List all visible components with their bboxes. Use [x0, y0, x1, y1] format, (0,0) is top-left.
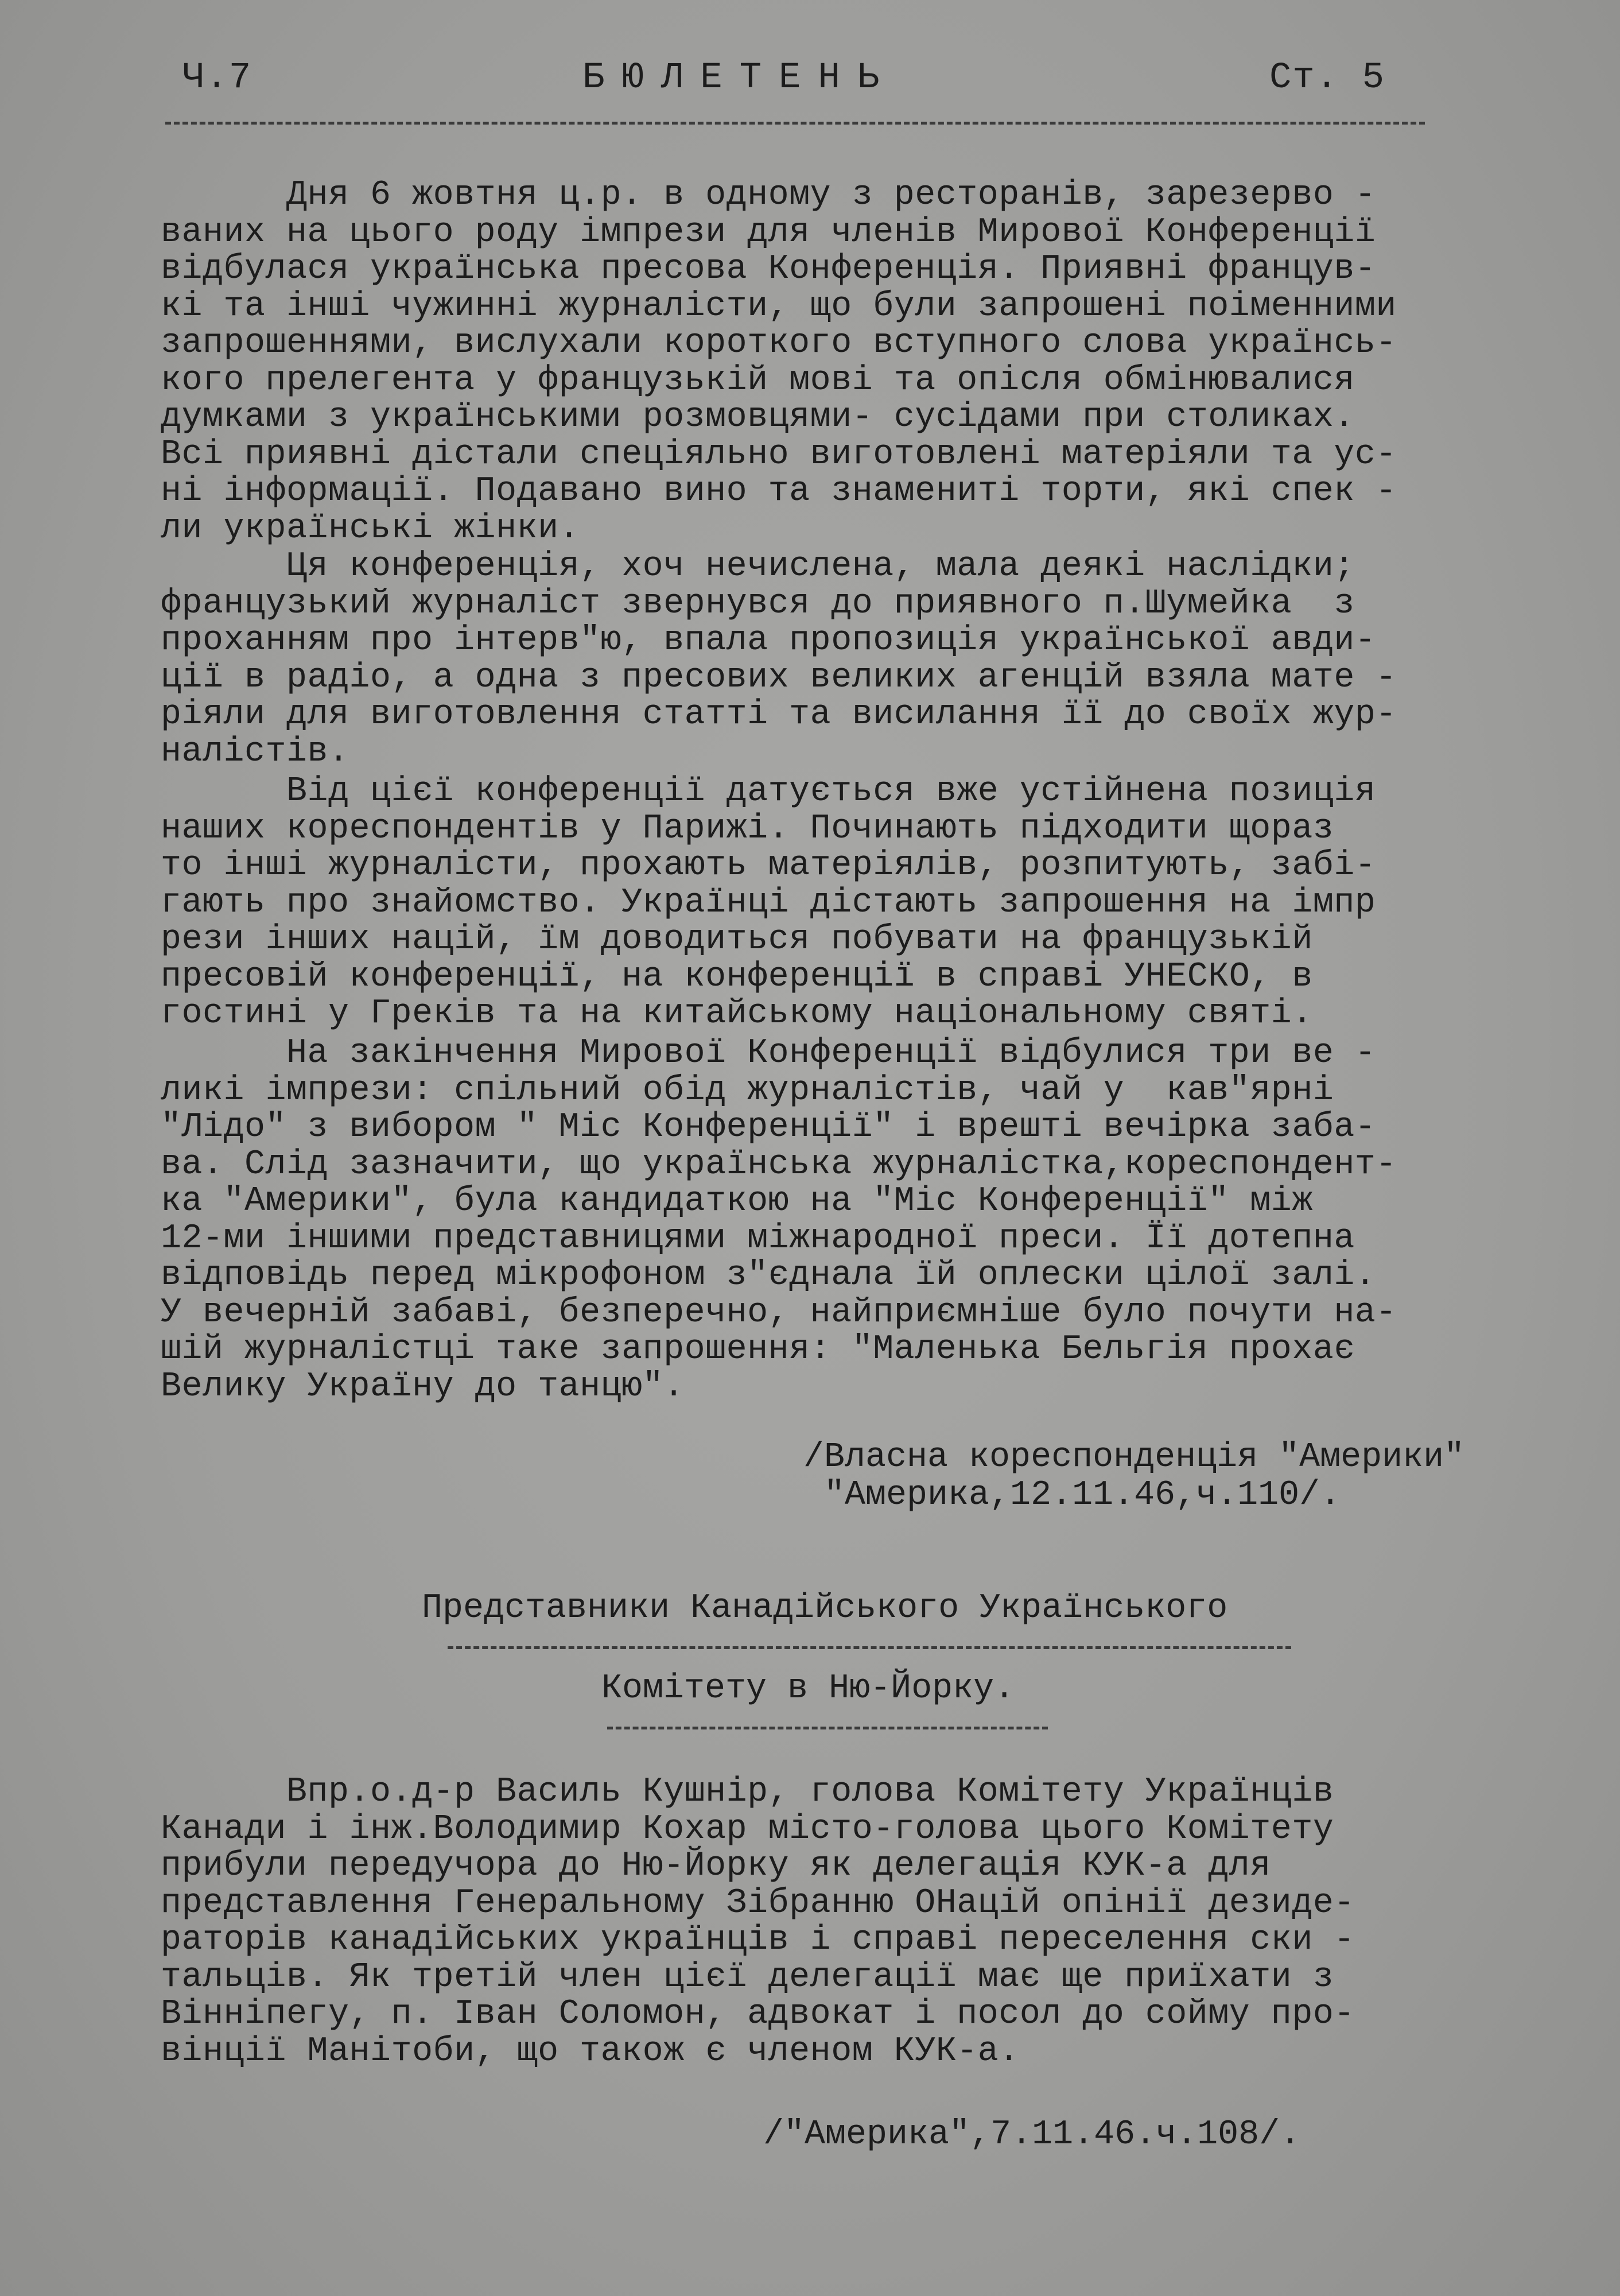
article2-source: /"Америка",7.11.46.ч.108/. [763, 2115, 1301, 2154]
header-divider [165, 122, 1425, 125]
article2-title-line2: Комітету в Ню-Йорку. [601, 1669, 1015, 1708]
article1-paragraph-2: Ця конференція, хоч нечислена, мала деякі наслідки; французький журналіст звернувся до приявного п.Шумейка з проханням про інтерв"ю, впала пропозиція української авди- ції в радіо, а одна з пресових великих агенцій взяла мате - ріяли для виготовлення статті та висилання її до своїх жур- налістів. [161, 547, 1397, 771]
article1-paragraph-4: На закінчення Мирової Конференції відбулися три ве - ликі імпрези: спільний обід журналістів, чай у кав"ярні "Лідо" з вибором " Міс Конференції" і врешті вечірка заба- ва. Слід зазначити, що українська журналістка,кореспондент- ка "Америки", була кандидаткою на "Міс Конференції" між 12-ми іншими представницями міжнародної преси. Її дотепна відповідь перед мікрофоном з"єднала їй оплески цілої залі. У вечерній забаві, безперечно, найприємніше було почути на- шій журналістці таке запрошення: "Маленька Бельгія прохає Велику Україну до танцю". [161, 1034, 1397, 1406]
title-divider-2 [607, 1727, 1048, 1729]
page-number: Ст. 5 [1269, 57, 1386, 99]
bulletin-title: БЮЛЕТЕНЬ [582, 57, 897, 99]
issue-number: Ч.7 [182, 57, 252, 99]
article2-paragraph-1: Впр.о.д-р Василь Кушнір, голова Комітету Українців Канади і інж.Володимир Кохар місто-голова цього Комітету прибули передучора до Ню-Йорку як делегація КУК-а для представлення Генеральному Зібранню ОНацій опінії дезиде- раторів канадійських українців і справі переселення ски - тальців. Як третій член цієї делегації має ще приїхати з Вінніпегу, п. Іван Соломон, адвокат і посол до сойму про- вінції Манітоби, що також є членом КУК-а. [161, 1773, 1355, 2071]
article1-source: /Власна кореспонденція "Америки" "Америка,12.11.46,ч.110/. [803, 1438, 1465, 1515]
article1-paragraph-3: Від цієї конференції датується вже устійнена позиція наших кореспондентів у Парижі. Починають підходити щораз то інші журналісти, прохають матеріялів, розпитують, забі- гають про знайомство. Українці дістають запрошення на імпр рези інших націй, їм доводиться побувати на французькій пресовій конференції, на конференції в справі УНЕСКО, в гостині у Греків та на китайському національному святі. [161, 772, 1376, 1033]
article1-paragraph-1: Дня 6 жовтня ц.р. в одному з ресторанів, зарезерво - ваних на цього роду імпрези для членів Мирової Конференції відбулася українська пресова Конференція. Приявні францув- кі та інші чужинні журналісти, що були запрошені поіменними запрошеннями, вислухали короткого вступного слова українсь- кого прелегента у французькій мові та опісля обмінювалися думками з українськими розмовцями- сусідами при столиках. Всі приявні дістали спеціяльно виготовлені матеріяли та ус- ні інформації. Подавано вино та знамениті торти, які спек - ли українські жінки. [161, 176, 1397, 548]
title-divider-1 [448, 1646, 1291, 1649]
article2-title-line1: Представники Канадійського Українського [422, 1589, 1228, 1628]
